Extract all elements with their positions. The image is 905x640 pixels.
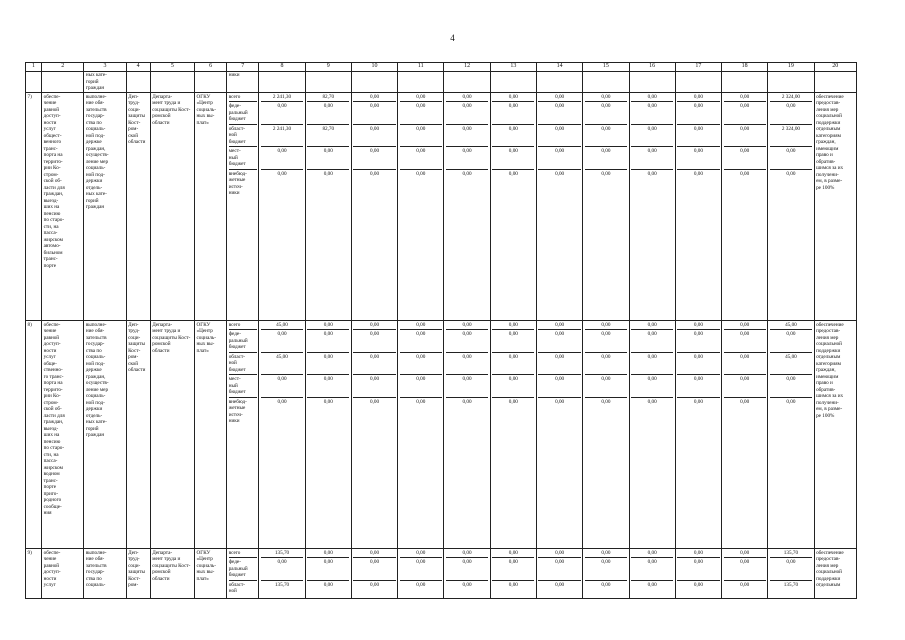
funding-value: 0,00 (323, 398, 333, 405)
funding-value-column (629, 93, 675, 321)
responsible-executor: Деп- труд- соци- защиты Кост- ром- ской области (126, 93, 150, 321)
funding-value: 0,00 (492, 331, 534, 353)
funding-value: 0,00 (261, 103, 303, 125)
column-number: 14 (536, 63, 582, 72)
carryover-cell (126, 71, 150, 93)
funding-value: 0,00 (585, 354, 627, 376)
carryover-cell (490, 71, 536, 93)
funding-value: 0,00 (677, 550, 719, 559)
funding-value: 2 324,00 (770, 126, 812, 148)
funding-value: 45,00 (261, 322, 303, 331)
funding-value: 0,00 (770, 331, 812, 353)
carryover-cell (26, 71, 42, 93)
funding-value: 0,00 (601, 398, 611, 405)
funding-value: 0,00 (323, 170, 333, 177)
funding-value-column (536, 321, 582, 549)
funding-value: 0,00 (400, 331, 442, 353)
funding-value: 0,00 (601, 581, 611, 588)
funding-value-column (398, 321, 444, 549)
funding-value: 82,70 (307, 94, 349, 103)
funding-value: 0,00 (555, 170, 565, 177)
column-number: 10 (351, 63, 397, 72)
funding-value: 0,00 (631, 94, 673, 103)
funding-value: 0,00 (585, 148, 627, 170)
funding-value: 0,00 (585, 559, 627, 581)
funding-value: 0,00 (370, 581, 380, 588)
carryover-cell (629, 71, 675, 93)
funding-value: 0,00 (740, 398, 750, 405)
funding-value: 0,00 (585, 376, 627, 398)
funding-value: 0,00 (677, 103, 719, 125)
funding-value: 0,00 (631, 103, 673, 125)
funding-value: 0,00 (446, 148, 488, 170)
carryover-row (26, 71, 857, 93)
funding-value-column (490, 321, 536, 549)
co-executor: Департа- мент труда и соцзащиты Кост- ромской области (150, 321, 194, 549)
funding-value: 0,00 (307, 331, 349, 353)
column-number: 12 (444, 63, 490, 72)
column-number: 20 (814, 63, 856, 72)
funding-value: 0,00 (261, 148, 303, 170)
carryover-cell (814, 71, 856, 93)
funding-value-column (536, 93, 582, 321)
participant-institution: ОГКУ «Центр социаль- ных вы- плат» (195, 549, 227, 599)
column-number: 19 (768, 63, 814, 72)
funding-source-name: феде- ральный бюджет (229, 331, 257, 353)
funding-sources (227, 93, 259, 321)
funding-value: 0,00 (492, 94, 534, 103)
column-number: 9 (305, 63, 351, 72)
funding-value: 0,00 (631, 322, 673, 331)
funding-value: 0,00 (353, 103, 395, 125)
funding-value-column (351, 321, 397, 549)
funding-value: 0,00 (353, 559, 395, 581)
carryover-cell (305, 71, 351, 93)
funding-value: 0,00 (585, 550, 627, 559)
funding-value: 0,00 (400, 103, 442, 125)
participant-institution: ОГКУ «Центр социаль- ных вы- плат» (195, 321, 227, 549)
carryover-cell (722, 71, 768, 93)
funding-value: 0,00 (585, 322, 627, 331)
column-number: 5 (150, 63, 194, 72)
funding-source-name: всего (229, 322, 257, 331)
funding-value-column (444, 93, 490, 321)
funding-value: 0,00 (508, 581, 518, 588)
carryover-cell (195, 71, 227, 93)
funding-value: 0,00 (786, 170, 796, 177)
funding-value: 0,00 (724, 148, 766, 170)
funding-value: 0,00 (677, 559, 719, 581)
funding-value: 0,00 (585, 103, 627, 125)
carryover-cell (444, 71, 490, 93)
funding-value: 0,00 (508, 398, 518, 405)
funding-value: 0,00 (462, 581, 472, 588)
funding-value: 0,00 (400, 126, 442, 148)
carryover-cell (768, 71, 814, 93)
measure-name: обеспе- чение равной доступ- ности услуг (42, 549, 84, 599)
carryover-cell (398, 71, 444, 93)
funding-value: 0,00 (538, 126, 580, 148)
funding-value: 0,00 (555, 581, 565, 588)
funding-source-name: феде- ральный бюджет (229, 103, 257, 125)
funding-value: 0,00 (261, 331, 303, 353)
funding-value-column (398, 549, 444, 599)
funding-value: 0,00 (307, 148, 349, 170)
funding-value: 0,00 (400, 148, 442, 170)
measure-purpose: выполне- ние обя- зательств государ- ства по социаль- (84, 549, 126, 599)
funding-value: 0,00 (492, 354, 534, 376)
funding-value: 0,00 (538, 103, 580, 125)
funding-value: 45,00 (261, 354, 303, 376)
funding-value: 0,00 (538, 354, 580, 376)
funding-value-column (629, 549, 675, 599)
funding-value: 0,00 (724, 103, 766, 125)
funding-value-column (305, 93, 351, 321)
funding-value: 0,00 (446, 550, 488, 559)
carryover-cell (259, 71, 305, 93)
funding-value-column (583, 549, 629, 599)
funding-value-column (490, 93, 536, 321)
carryover-cell (675, 71, 721, 93)
funding-source-name: феде- ральный бюджет (229, 559, 257, 581)
row-number: 9) (26, 549, 42, 599)
column-number: 3 (84, 63, 126, 72)
funding-value: 0,00 (740, 170, 750, 177)
funding-value: 45,00 (770, 322, 812, 331)
funding-value-column (490, 549, 536, 599)
funding-source-name: внебюд- жетные источ- ники (228, 398, 247, 424)
funding-value: 0,00 (446, 376, 488, 398)
responsible-executor: Деп- труд- соци- защиты Кост- ром- (126, 549, 150, 599)
funding-value: 0,00 (446, 559, 488, 581)
funding-value-column (583, 93, 629, 321)
funding-value: 0,00 (307, 550, 349, 559)
funding-value: 0,00 (631, 559, 673, 581)
funding-value: 135,70 (770, 550, 812, 559)
funding-value: 0,00 (492, 322, 534, 331)
funding-value: 0,00 (538, 331, 580, 353)
funding-value-column (444, 321, 490, 549)
column-number: 7 (227, 63, 259, 72)
funding-value: 0,00 (492, 148, 534, 170)
funding-value: 0,00 (370, 398, 380, 405)
carryover-cell (583, 71, 629, 93)
funding-value: 0,00 (724, 94, 766, 103)
funding-value: 0,00 (492, 559, 534, 581)
funding-value-column (768, 93, 814, 321)
funding-value: 0,00 (261, 559, 303, 581)
funding-value: 0,00 (601, 170, 611, 177)
carryover-cell: ных кате- горий граждан (84, 71, 126, 93)
co-executor: Департа- мент труда и соцзащиты Кост- ромской области (150, 93, 194, 321)
funding-value-column (675, 93, 721, 321)
funding-value: 0,00 (307, 354, 349, 376)
funding-value: 0,00 (353, 376, 395, 398)
funding-value: 0,00 (416, 170, 426, 177)
column-number: 11 (398, 63, 444, 72)
funding-value: 0,00 (323, 581, 333, 588)
participant-institution: ОГКУ «Центр социаль- ных вы- плат» (195, 93, 227, 321)
funding-value-column (444, 549, 490, 599)
row-number: 8) (26, 321, 42, 549)
funding-value: 0,00 (446, 94, 488, 103)
funding-value: 0,00 (261, 376, 303, 398)
funding-value: 0,00 (400, 94, 442, 103)
funding-value: 0,00 (277, 398, 287, 405)
funding-value: 135,70 (274, 581, 290, 588)
funding-source-name: мест- ный бюджет (229, 376, 257, 398)
column-number: 17 (675, 63, 721, 72)
funding-value: 0,00 (353, 322, 395, 331)
funding-value: 0,00 (585, 126, 627, 148)
funding-value: 0,00 (446, 354, 488, 376)
funding-value: 0,00 (585, 94, 627, 103)
funding-value-column (722, 321, 768, 549)
funding-value: 0,00 (677, 322, 719, 331)
funding-source-name: област- ной бюджет (229, 354, 257, 376)
funding-value-column (536, 549, 582, 599)
expected-result: обеспечение предостав- ления мер социальной поддержки отдельным категориям граждан, имеющим право и обратив- шимся за их получени- ем, в разме- ре 100% (814, 93, 856, 321)
funding-value-column (398, 93, 444, 321)
measure-row (26, 93, 857, 321)
funding-value: 0,00 (492, 376, 534, 398)
funding-value: 0,00 (307, 103, 349, 125)
column-number: 6 (195, 63, 227, 72)
funding-value: 0,00 (724, 559, 766, 581)
funding-value: 0,00 (538, 148, 580, 170)
funding-sources (227, 321, 259, 549)
funding-value: 0,00 (693, 581, 703, 588)
funding-value: 0,00 (538, 94, 580, 103)
measure-row (26, 549, 857, 599)
funding-value-column (259, 321, 305, 549)
measure-name: обеспе- чение равной доступ- ности услуг общест- венного транс- порта на террито- рии Ко- стром- ской об- ласти для граждан, выезд- ших на пенсию по старо- сти, на пасса- жирском автомо- бильном транс- порте (42, 93, 84, 321)
column-number: 2 (42, 63, 84, 72)
funding-value-column (351, 93, 397, 321)
funding-value: 0,00 (277, 170, 287, 177)
carryover-cell (351, 71, 397, 93)
funding-value: 0,00 (647, 581, 657, 588)
funding-source-name: област- ной бюджет (229, 126, 257, 148)
funding-value: 0,00 (770, 148, 812, 170)
funding-source-name: всего (229, 94, 257, 103)
funding-value: 0,00 (446, 126, 488, 148)
measure-name: обеспе- чение равной доступ- ности услуг обще- ственно- го транс- порта на террито- рии Ко- стром- ской об- ласти для граждан, выезд- ших на пенсию по старо- сти, на пасса- жирском водном транс- порте приго- родного сообще- ния (42, 321, 84, 549)
funding-value: 0,00 (416, 398, 426, 405)
funding-value: 0,00 (693, 170, 703, 177)
funding-value: 0,00 (585, 331, 627, 353)
funding-value-column (305, 549, 351, 599)
row-number: 7) (26, 93, 42, 321)
funding-value: 0,00 (446, 331, 488, 353)
funding-value: 0,00 (462, 170, 472, 177)
funding-value: 0,00 (307, 376, 349, 398)
expected-result: обеспечение предостав- ления мер социальной поддержки отдельным (814, 549, 856, 599)
funding-source-name: всего (229, 550, 257, 559)
column-number: 1 (26, 63, 42, 72)
funding-value-column (259, 93, 305, 321)
funding-value: 0,00 (492, 550, 534, 559)
funding-value: 0,00 (307, 559, 349, 581)
funding-value: 2 241,30 (261, 126, 303, 148)
funding-source-name: област- ной (228, 581, 245, 594)
funding-value: 0,00 (400, 550, 442, 559)
carryover-cell (150, 71, 194, 93)
funding-value: 0,00 (353, 331, 395, 353)
funding-value: 0,00 (370, 170, 380, 177)
funding-value: 0,00 (446, 103, 488, 125)
funding-value-column (629, 321, 675, 549)
funding-value-column (351, 549, 397, 599)
funding-value: 0,00 (538, 559, 580, 581)
funding-value-column (768, 321, 814, 549)
column-number: 4 (126, 63, 150, 72)
funding-value: 0,00 (770, 559, 812, 581)
funding-value-column (675, 549, 721, 599)
funding-value: 45,00 (770, 354, 812, 376)
page-number: 4 (450, 33, 455, 43)
measure-purpose: выполне- ние обя- зательств государ- ства по социаль- ной под- держке граждан, осуществ- ление мер социаль- ной под- держки отдель- ных кате- горий граждан (84, 93, 126, 321)
funding-value: 0,00 (724, 322, 766, 331)
column-number: 16 (629, 63, 675, 72)
funding-source-name: внебюд- жетные источ- ники (228, 170, 247, 196)
funding-value: 0,00 (677, 376, 719, 398)
funding-value: 0,00 (724, 331, 766, 353)
funding-source-name: мест- ный бюджет (229, 148, 257, 170)
funding-value: 82,70 (307, 126, 349, 148)
funding-value: 2 324,00 (770, 94, 812, 103)
carryover-cell (42, 71, 84, 93)
funding-value: 0,00 (508, 170, 518, 177)
funding-value: 0,00 (786, 398, 796, 405)
funding-value: 0,00 (400, 322, 442, 331)
measure-row (26, 321, 857, 549)
column-number: 8 (259, 63, 305, 72)
funding-value-column (583, 321, 629, 549)
funding-value: 0,00 (353, 550, 395, 559)
funding-value: 0,00 (693, 398, 703, 405)
funding-value: 0,00 (446, 322, 488, 331)
funding-value: 0,00 (353, 354, 395, 376)
funding-value: 0,00 (400, 354, 442, 376)
program-measures-table (25, 62, 857, 599)
funding-value: 0,00 (770, 103, 812, 125)
funding-value: 0,00 (400, 376, 442, 398)
funding-value: 0,00 (631, 376, 673, 398)
funding-value: 0,00 (631, 354, 673, 376)
funding-value: 0,00 (724, 126, 766, 148)
funding-value-column (722, 549, 768, 599)
funding-value: 0,00 (353, 94, 395, 103)
funding-value-column (259, 549, 305, 599)
funding-value: 0,00 (677, 126, 719, 148)
funding-value: 0,00 (677, 354, 719, 376)
funding-value-column (305, 321, 351, 549)
funding-value: 0,00 (631, 126, 673, 148)
funding-value: 0,00 (724, 354, 766, 376)
column-number: 13 (490, 63, 536, 72)
funding-value: 0,00 (740, 581, 750, 588)
funding-value-column (722, 93, 768, 321)
measure-purpose: выполне- ние обя- зательств государ- ства по социаль- ной под- держке граждан, осуществ- ление мер социаль- ной под- держки отдель- ных кате- горий граждан (84, 321, 126, 549)
funding-value: 0,00 (538, 376, 580, 398)
funding-value: 0,00 (724, 376, 766, 398)
funding-value: 0,00 (677, 331, 719, 353)
column-number: 15 (583, 63, 629, 72)
funding-value: 0,00 (353, 148, 395, 170)
carryover-cell: ники (227, 71, 259, 93)
funding-value: 0,00 (462, 398, 472, 405)
funding-sources (227, 549, 259, 599)
funding-value: 0,00 (538, 322, 580, 331)
funding-value: 0,00 (416, 581, 426, 588)
funding-value: 0,00 (353, 126, 395, 148)
funding-value: 0,00 (492, 103, 534, 125)
funding-value: 0,00 (555, 398, 565, 405)
funding-value: 135,70 (783, 581, 799, 588)
funding-value: 0,00 (677, 148, 719, 170)
expected-result: обеспечение предостав- ления мер социальной поддержки отдельным категориям граждан, имеющим право и обратив- шимся за их получени- ем, в разме- ре 100% (814, 321, 856, 549)
funding-value: 0,00 (647, 170, 657, 177)
funding-value: 0,00 (647, 398, 657, 405)
funding-value: 0,00 (400, 559, 442, 581)
funding-value: 0,00 (307, 322, 349, 331)
funding-value: 0,00 (538, 550, 580, 559)
funding-value: 0,00 (770, 376, 812, 398)
column-number: 18 (722, 63, 768, 72)
responsible-executor: Деп- труд- соци- защиты Кост- ром- ской области (126, 321, 150, 549)
funding-value: 0,00 (492, 126, 534, 148)
funding-value: 0,00 (631, 148, 673, 170)
funding-value: 0,00 (724, 550, 766, 559)
column-number-row (26, 63, 857, 72)
funding-value: 0,00 (677, 94, 719, 103)
funding-value-column (768, 549, 814, 599)
funding-value: 2 241,30 (261, 94, 303, 103)
carryover-cell (536, 71, 582, 93)
co-executor: Департа- мент труда и соцзащиты Кост- ромской области (150, 549, 194, 599)
funding-value: 135,70 (261, 550, 303, 559)
funding-value: 0,00 (631, 331, 673, 353)
funding-value-column (675, 321, 721, 549)
funding-value: 0,00 (631, 550, 673, 559)
